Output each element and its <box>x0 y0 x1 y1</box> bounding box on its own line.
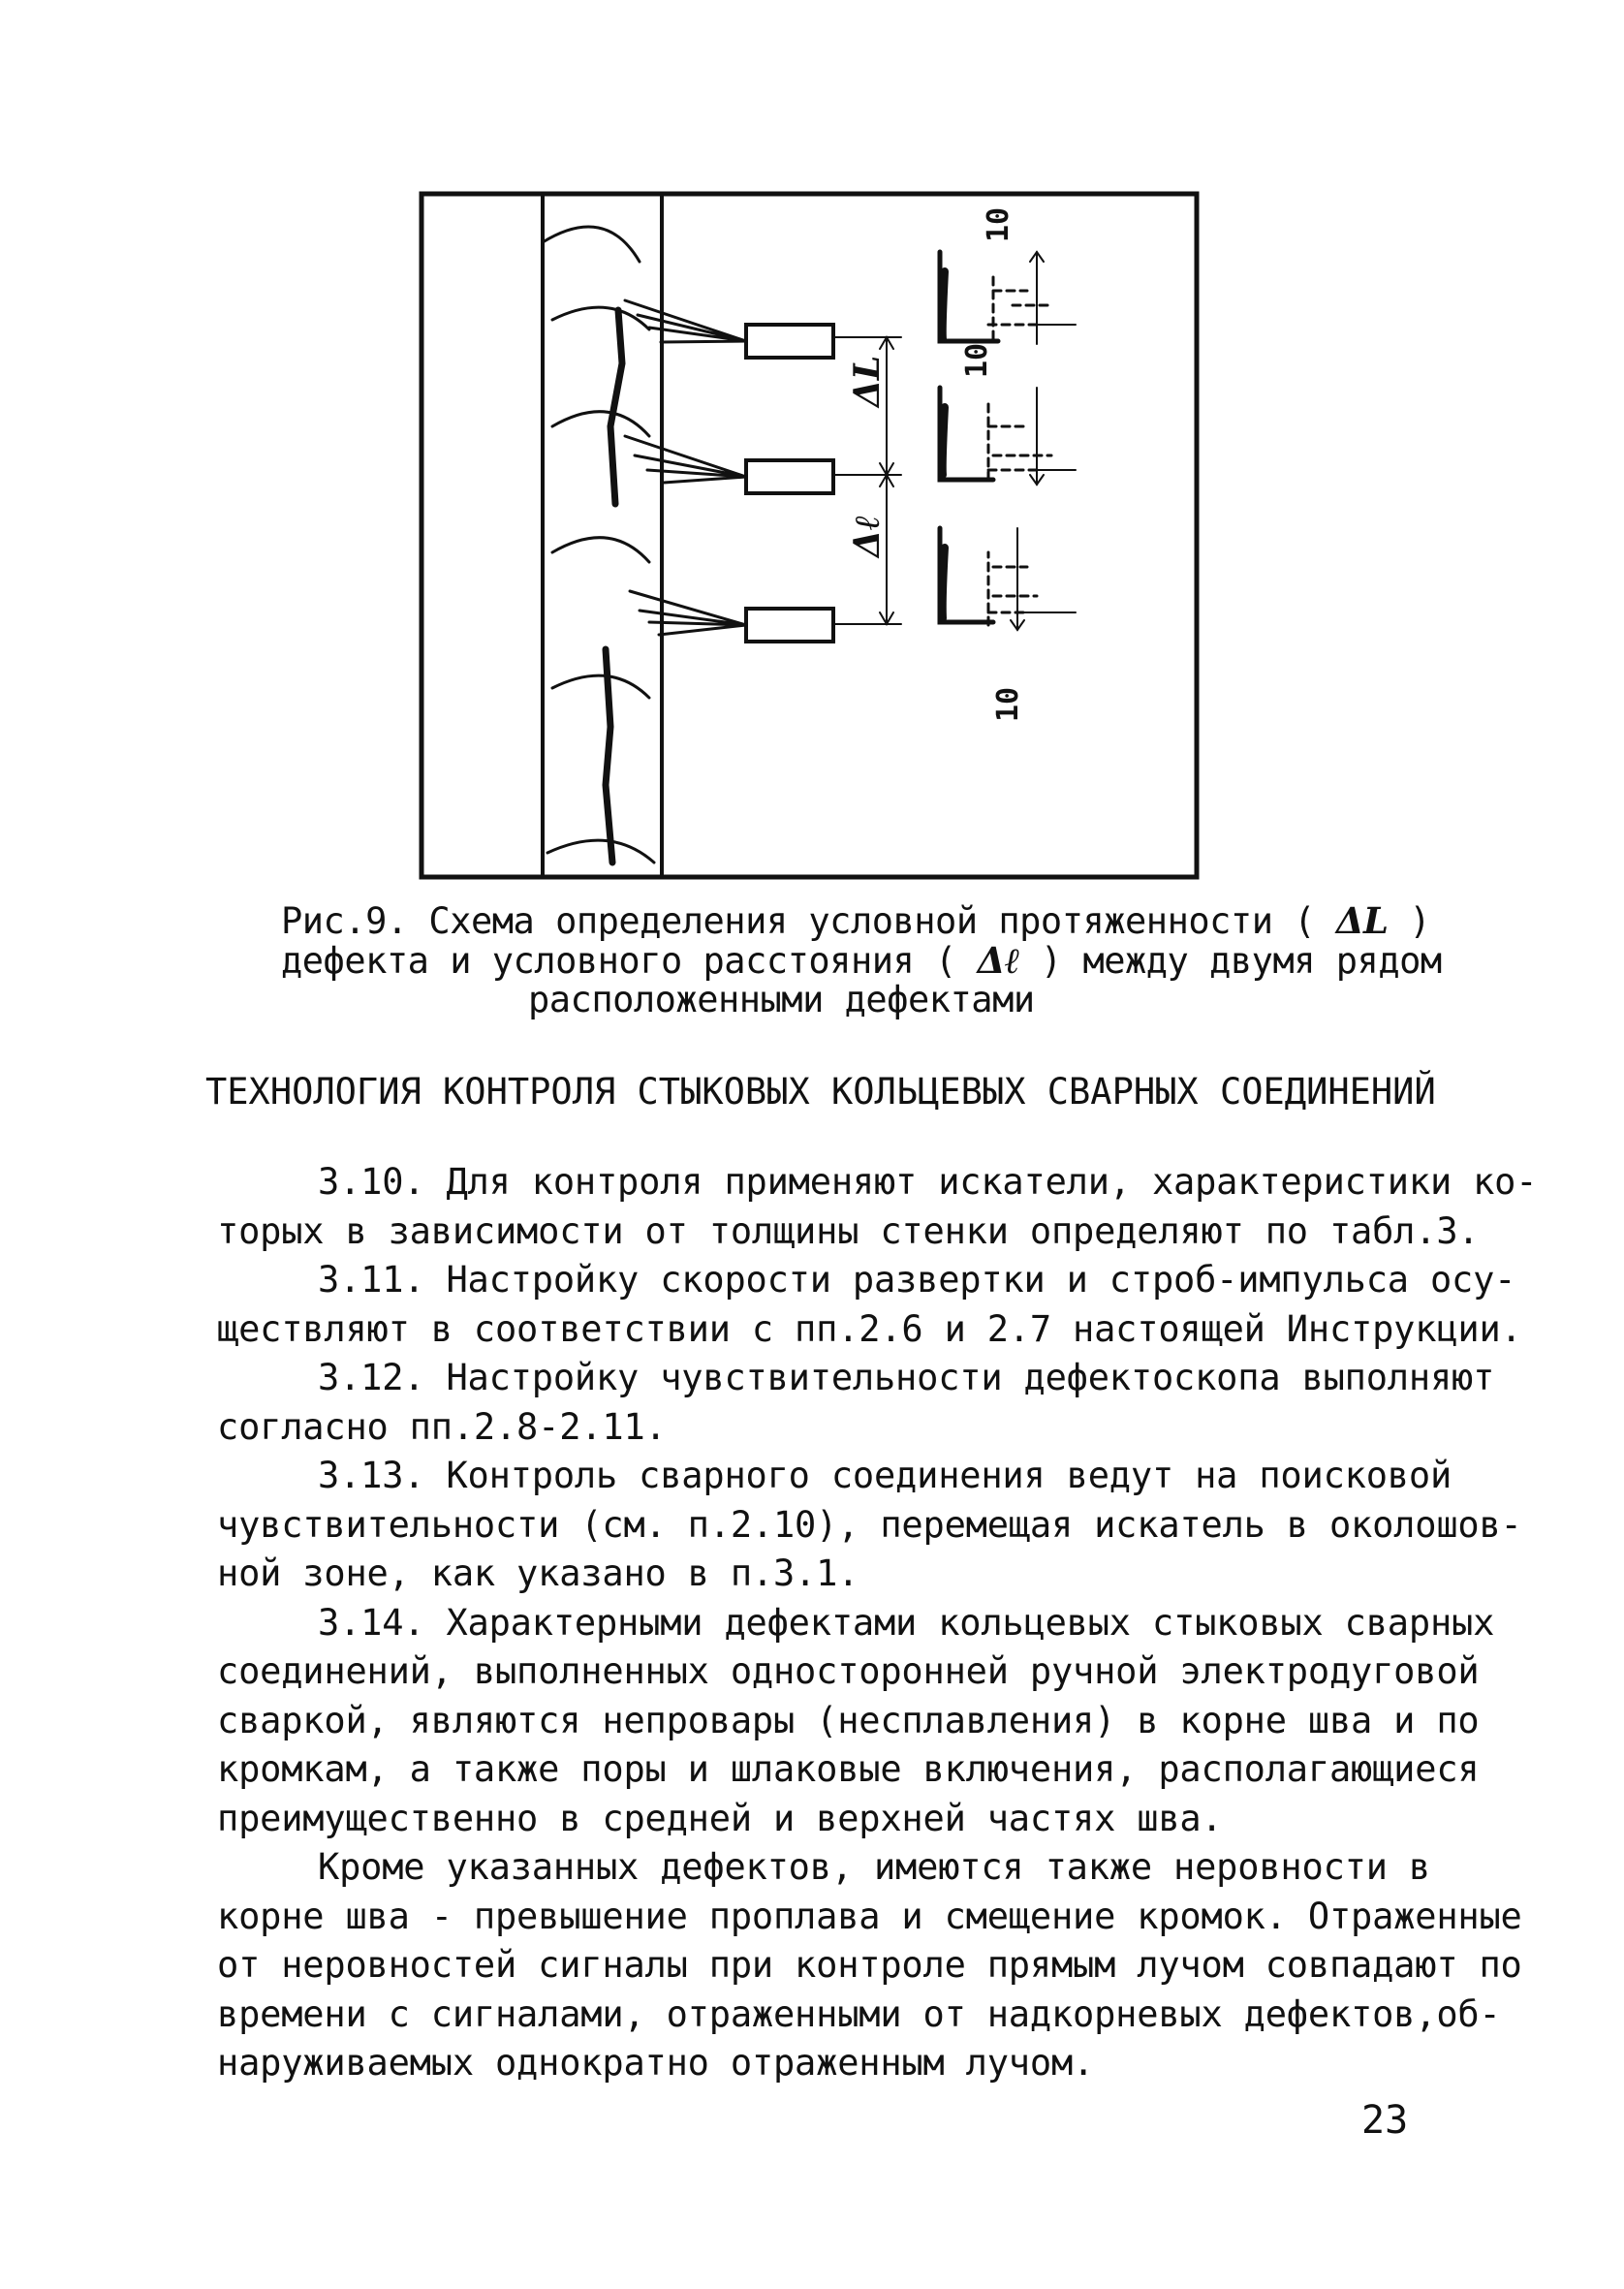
trace-2 <box>940 388 993 480</box>
defect-2 <box>606 649 612 862</box>
paragraph-other-defects: Кроме указанных дефектов, имеются также неровности в корне шва - превышение проплава и смещение кромок. Отраженные от неровностей сигналы при контроле прямым лучом совпадают по времени с сигналами, отраженными от надкорневых дефектов,об- наруживаемых однократно отраженным лучом. <box>217 1846 1522 2084</box>
label-dim-10-bottom: 10 <box>991 686 1025 722</box>
paragraph-3-11: 3.11. Настройку скорости развертки и строб-импульса осу- ществляют в соответствии с пп.2.6 и 2.7 настоящей Инструкции. <box>217 1259 1522 1350</box>
defect-1 <box>610 310 622 504</box>
probe-2 <box>746 460 833 493</box>
section-heading: ТЕХНОЛОГИЯ КОНТРОЛЯ СТЫКОВЫХ КОЛЬЦЕВЫХ СВАРНЫХ СОЕДИНЕНИЙ <box>205 1071 1436 1113</box>
caption-line-2: дефекта и условного расстояния ( Δℓ ) между двумя рядом <box>281 939 1442 982</box>
body-text <box>217 1158 1538 2088</box>
paragraph-3-12: 3.12. Настройку чувствительности дефектоскопа выполняют согласно пп.2.8-2.11. <box>217 1357 1495 1448</box>
paragraph-3-10: 3.10. Для контроля применяют искатели, характеристики ко- торых в зависимости от толщины стенки определяют по табл.3. <box>217 1161 1538 1252</box>
figure-caption <box>281 901 1444 1019</box>
caption-line-3: расположенными дефектами <box>528 979 1035 1020</box>
page-number: 23 <box>1361 2098 1409 2143</box>
probe-3 <box>746 609 833 642</box>
weld-bead <box>543 227 654 862</box>
trace-1 <box>940 252 998 341</box>
weld-scheme-svg <box>407 184 1240 901</box>
probe-1 <box>746 325 833 358</box>
label-delta-L: ΔL <box>847 355 888 407</box>
pipe-outline <box>422 194 1197 877</box>
figure-9-diagram <box>407 184 1240 901</box>
label-dim-10-mid: 10 <box>960 342 994 378</box>
trace-3 <box>940 528 993 622</box>
paragraph-3-13: 3.13. Контроль сварного соединения ведут на поисковой чувствительности (см. п.2.10), перемещая искатель в околошов- ной зоне, как указано в п.3.1. <box>217 1455 1522 1594</box>
paragraph-3-14: 3.14. Характерными дефектами кольцевых стыковых сварных соединений, выполненных односторонней ручной электродуговой сваркой, являются непровары (несплавления) в корне шва и по кромкам, а также поры и шлаковые включения, располагающиеся преимущественно в средней и верхней частях шва. <box>217 1601 1495 1839</box>
label-delta-l: Δℓ <box>847 515 888 557</box>
caption-line-1: Рис.9. Схема определения условной протяженности ( ΔL ) <box>281 899 1431 942</box>
label-dim-10-top: 10 <box>982 206 1015 242</box>
